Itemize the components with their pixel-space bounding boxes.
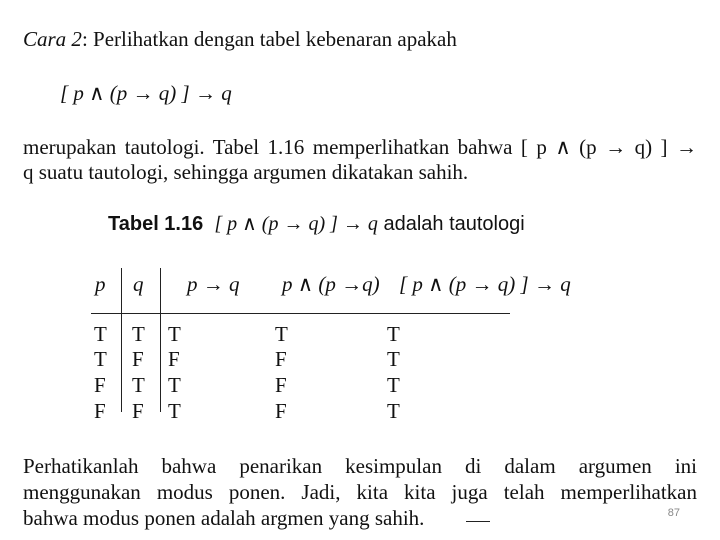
- table-cell: F: [275, 347, 287, 371]
- paragraph2-line2: menggunakan modus ponen. Jadi, kita kita juga telah memperlihatkan: [23, 480, 697, 504]
- table-cell: F: [94, 373, 106, 397]
- table-caption-label: Tabel 1.16: [108, 213, 204, 235]
- paragraph2-line3: bahwa modus ponen adalah argmen yang sahih.: [23, 506, 425, 530]
- table-cell: F: [168, 347, 180, 371]
- table-cell: T: [387, 347, 400, 371]
- table-caption-expr: [ p ∧ (p → q) ] → q: [214, 213, 378, 235]
- table-cell: F: [132, 399, 144, 423]
- end-dash: [466, 521, 490, 522]
- table-cell: T: [168, 399, 181, 423]
- table-caption-suffix: adalah tautologi: [377, 213, 525, 235]
- table-cell: F: [132, 347, 144, 371]
- paragraph2-line1: Perhatikanlah bahwa penarikan kesimpulan di dalam argumen ini: [23, 454, 697, 478]
- table-cell: T: [94, 322, 107, 346]
- header-p: p: [95, 272, 106, 296]
- table-cell: F: [275, 373, 287, 397]
- table-cell: T: [168, 373, 181, 397]
- table-cell: T: [94, 347, 107, 371]
- header-q: q: [133, 272, 144, 296]
- table-cell: T: [387, 373, 400, 397]
- table-cell: F: [94, 399, 106, 423]
- paragraph1-line1: merupakan tautologi. Tabel 1.16 memperlihatkan bahwa [ p ∧ (p → q) ] →: [23, 135, 697, 159]
- table-cell: T: [132, 322, 145, 346]
- table-cell: T: [387, 322, 400, 346]
- table-cell: T: [275, 322, 288, 346]
- paragraph1-line2: q suatu tautologi, sehingga argumen dikatakan sahih.: [23, 160, 469, 184]
- intro-text: : Perlihatkan dengan tabel kebenaran apakah: [81, 27, 457, 51]
- intro-cara: Cara 2: [23, 27, 82, 51]
- table-header-rule: [91, 313, 510, 314]
- table-cell: T: [168, 322, 181, 346]
- table-cell: T: [387, 399, 400, 423]
- table-vline-2: [160, 268, 161, 412]
- page-number: 87: [667, 507, 680, 519]
- table-cell: F: [275, 399, 287, 423]
- header-p-and-p-implies-q: p ∧ (p →q): [282, 272, 380, 296]
- formula: [ p ∧ (p → q) ] → q: [60, 81, 232, 105]
- table-caption: [108, 211, 525, 236]
- table-vline-1: [121, 268, 122, 412]
- header-full-expression: [ p ∧ (p → q) ] → q: [399, 272, 571, 296]
- header-p-implies-q: p → q: [187, 272, 240, 296]
- intro-line: [23, 27, 457, 52]
- table-cell: T: [132, 373, 145, 397]
